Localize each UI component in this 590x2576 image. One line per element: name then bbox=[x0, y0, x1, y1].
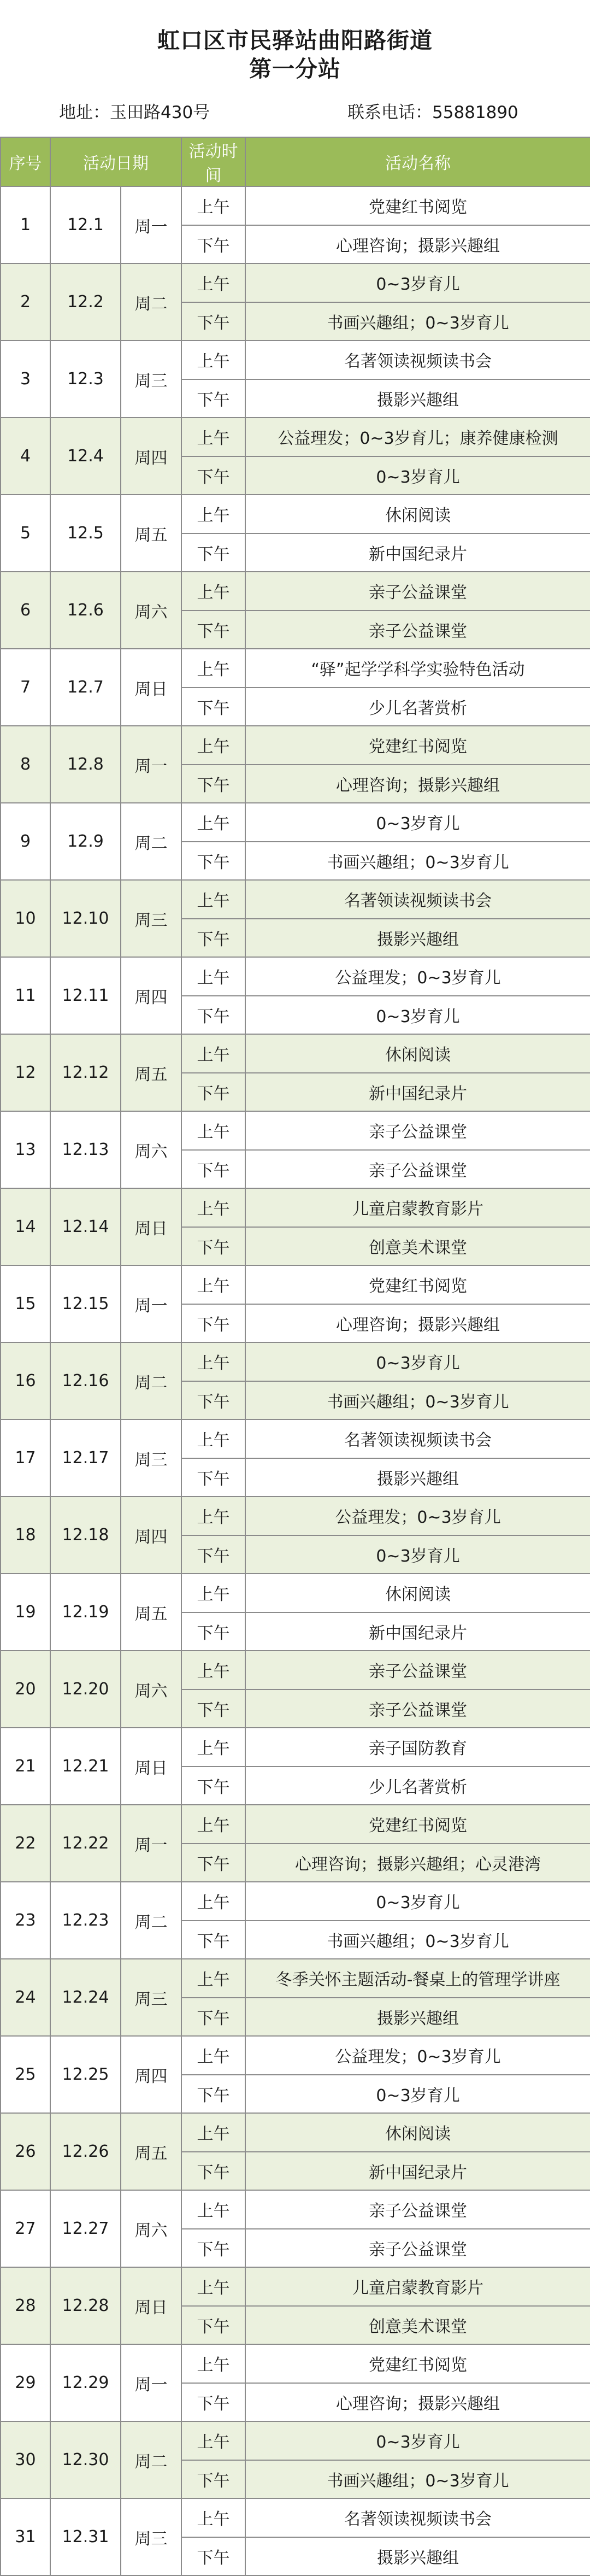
slot-am: 上午 bbox=[181, 2498, 245, 2537]
slot-am: 上午 bbox=[181, 1419, 245, 1458]
row-number: 17 bbox=[1, 1419, 50, 1497]
table-row bbox=[1, 2190, 590, 2229]
activity-pm: 创意美术课堂 bbox=[245, 2306, 590, 2345]
activity-am: 休闲阅读 bbox=[245, 1034, 590, 1073]
row-weekday: 周六 bbox=[121, 1651, 181, 1728]
table-row bbox=[1, 1882, 590, 1921]
activity-pm: 亲子公益课堂 bbox=[245, 611, 590, 649]
activity-am: 亲子公益课堂 bbox=[245, 572, 590, 611]
row-date: 12.4 bbox=[50, 418, 121, 495]
activity-am: 亲子国防教育 bbox=[245, 1728, 590, 1767]
row-date: 12.31 bbox=[50, 2498, 121, 2575]
row-weekday: 周一 bbox=[121, 1805, 181, 1882]
slot-pm: 下午 bbox=[181, 611, 245, 649]
row-date: 12.2 bbox=[50, 263, 121, 341]
page-header bbox=[0, 0, 590, 137]
activity-am: 亲子公益课堂 bbox=[245, 1111, 590, 1150]
row-weekday: 周日 bbox=[121, 2267, 181, 2344]
activity-am: 休闲阅读 bbox=[245, 495, 590, 533]
slot-am: 上午 bbox=[181, 1265, 245, 1304]
activity-pm: 摄影兴趣组 bbox=[245, 1458, 590, 1497]
slot-pm: 下午 bbox=[181, 2537, 245, 2576]
activity-am: 公益理发；0~3岁育儿 bbox=[245, 957, 590, 996]
row-weekday: 周日 bbox=[121, 1188, 181, 1265]
row-date: 12.21 bbox=[50, 1728, 121, 1805]
activity-am: 党建红书阅览 bbox=[245, 1805, 590, 1844]
slot-am: 上午 bbox=[181, 1188, 245, 1227]
row-weekday: 周五 bbox=[121, 1574, 181, 1651]
slot-am: 上午 bbox=[181, 1651, 245, 1689]
row-date: 12.11 bbox=[50, 957, 121, 1034]
table-row bbox=[1, 726, 590, 765]
row-number: 3 bbox=[1, 341, 50, 418]
schedule-table bbox=[0, 137, 590, 2576]
table-body bbox=[1, 186, 590, 2575]
slot-am: 上午 bbox=[181, 1034, 245, 1073]
slot-am: 上午 bbox=[181, 1805, 245, 1844]
row-weekday: 周六 bbox=[121, 2190, 181, 2267]
activity-pm: 少儿名著赏析 bbox=[245, 1767, 590, 1805]
row-weekday: 周五 bbox=[121, 2113, 181, 2190]
table-row bbox=[1, 1805, 590, 1844]
row-weekday: 周一 bbox=[121, 186, 181, 263]
activity-am: 公益理发；0~3岁育儿 bbox=[245, 2036, 590, 2075]
row-number: 18 bbox=[1, 1497, 50, 1574]
row-number: 25 bbox=[1, 2036, 50, 2113]
row-date: 12.30 bbox=[50, 2421, 121, 2498]
table-row bbox=[1, 1959, 590, 1998]
row-number: 27 bbox=[1, 2190, 50, 2267]
slot-pm: 下午 bbox=[181, 1535, 245, 1574]
row-date: 12.24 bbox=[50, 1959, 121, 2036]
slot-pm: 下午 bbox=[181, 765, 245, 803]
slot-pm: 下午 bbox=[181, 2460, 245, 2499]
row-weekday: 周三 bbox=[121, 341, 181, 418]
table-row bbox=[1, 1419, 590, 1458]
row-number: 16 bbox=[1, 1342, 50, 1419]
row-date: 12.20 bbox=[50, 1651, 121, 1728]
table-row bbox=[1, 418, 590, 456]
address-text: 地址：玉田路430号 bbox=[59, 103, 210, 122]
activity-pm: 心理咨询；摄影兴趣组 bbox=[245, 765, 590, 803]
activity-pm: 摄影兴趣组 bbox=[245, 919, 590, 958]
row-date: 12.28 bbox=[50, 2267, 121, 2344]
activity-pm: 书画兴趣组；0~3岁育儿 bbox=[245, 1381, 590, 1420]
activity-pm: 新中国纪录片 bbox=[245, 533, 590, 572]
slot-pm: 下午 bbox=[181, 1921, 245, 1959]
row-number: 5 bbox=[1, 495, 50, 572]
row-weekday: 周日 bbox=[121, 1728, 181, 1805]
slot-am: 上午 bbox=[181, 495, 245, 533]
row-weekday: 周四 bbox=[121, 957, 181, 1034]
slot-pm: 下午 bbox=[181, 2229, 245, 2268]
col-header-time: 活动时间 bbox=[181, 137, 245, 186]
activity-pm: 摄影兴趣组 bbox=[245, 1998, 590, 2037]
activity-am: “驿”起学学科学实验特色活动 bbox=[245, 649, 590, 688]
slot-pm: 下午 bbox=[181, 1304, 245, 1343]
row-number: 20 bbox=[1, 1651, 50, 1728]
slot-am: 上午 bbox=[181, 1959, 245, 1998]
row-number: 4 bbox=[1, 418, 50, 495]
activity-am: 党建红书阅览 bbox=[245, 726, 590, 765]
activity-pm: 心理咨询；摄影兴趣组 bbox=[245, 2383, 590, 2422]
row-number: 26 bbox=[1, 2113, 50, 2190]
activity-pm: 亲子公益课堂 bbox=[245, 1150, 590, 1189]
slot-am: 上午 bbox=[181, 1574, 245, 1612]
slot-pm: 下午 bbox=[181, 2306, 245, 2345]
activity-pm: 心理咨询；摄影兴趣组 bbox=[245, 1304, 590, 1343]
table-row bbox=[1, 1342, 590, 1381]
row-number: 11 bbox=[1, 957, 50, 1034]
row-weekday: 周二 bbox=[121, 263, 181, 341]
activity-am: 公益理发；0~3岁育儿；康养健康检测 bbox=[245, 418, 590, 456]
row-number: 1 bbox=[1, 186, 50, 263]
row-date: 12.5 bbox=[50, 495, 121, 572]
row-number: 19 bbox=[1, 1574, 50, 1651]
table-row bbox=[1, 2498, 590, 2537]
row-weekday: 周四 bbox=[121, 1497, 181, 1574]
row-number: 10 bbox=[1, 880, 50, 957]
slot-pm: 下午 bbox=[181, 533, 245, 572]
activity-pm: 0~3岁育儿 bbox=[245, 2075, 590, 2114]
slot-pm: 下午 bbox=[181, 2152, 245, 2191]
row-weekday: 周二 bbox=[121, 1342, 181, 1419]
row-weekday: 周五 bbox=[121, 495, 181, 572]
slot-am: 上午 bbox=[181, 957, 245, 996]
slot-am: 上午 bbox=[181, 1111, 245, 1150]
activity-am: 名著领读视频读书会 bbox=[245, 2498, 590, 2537]
slot-pm: 下午 bbox=[181, 1612, 245, 1651]
table-row bbox=[1, 2421, 590, 2460]
slot-am: 上午 bbox=[181, 803, 245, 842]
row-number: 8 bbox=[1, 726, 50, 803]
slot-am: 上午 bbox=[181, 726, 245, 765]
row-weekday: 周四 bbox=[121, 2036, 181, 2113]
table-row bbox=[1, 572, 590, 611]
row-date: 12.25 bbox=[50, 2036, 121, 2113]
activity-pm: 亲子公益课堂 bbox=[245, 2229, 590, 2268]
slot-am: 上午 bbox=[181, 263, 245, 302]
table-row bbox=[1, 495, 590, 533]
row-weekday: 周六 bbox=[121, 572, 181, 649]
table-row bbox=[1, 1188, 590, 1227]
row-number: 7 bbox=[1, 649, 50, 726]
row-weekday: 周二 bbox=[121, 2421, 181, 2498]
table-row bbox=[1, 803, 590, 842]
slot-pm: 下午 bbox=[181, 1381, 245, 1420]
slot-pm: 下午 bbox=[181, 225, 245, 264]
activity-am: 名著领读视频读书会 bbox=[245, 341, 590, 379]
row-weekday: 周一 bbox=[121, 2344, 181, 2421]
table-row bbox=[1, 649, 590, 688]
activity-am: 0~3岁育儿 bbox=[245, 263, 590, 302]
activity-am: 党建红书阅览 bbox=[245, 2344, 590, 2383]
slot-am: 上午 bbox=[181, 1882, 245, 1921]
slot-pm: 下午 bbox=[181, 456, 245, 495]
activity-pm: 0~3岁育儿 bbox=[245, 456, 590, 495]
slot-pm: 下午 bbox=[181, 688, 245, 726]
table-row bbox=[1, 957, 590, 996]
slot-am: 上午 bbox=[181, 1728, 245, 1767]
row-date: 12.10 bbox=[50, 880, 121, 957]
activity-am: 名著领读视频读书会 bbox=[245, 1419, 590, 1458]
row-date: 12.16 bbox=[50, 1342, 121, 1419]
slot-pm: 下午 bbox=[181, 1073, 245, 1112]
slot-pm: 下午 bbox=[181, 2075, 245, 2114]
slot-pm: 下午 bbox=[181, 842, 245, 881]
row-date: 12.19 bbox=[50, 1574, 121, 1651]
slot-pm: 下午 bbox=[181, 1689, 245, 1728]
slot-pm: 下午 bbox=[181, 1150, 245, 1189]
page-subtitle: 第一分站 bbox=[249, 56, 341, 82]
row-number: 15 bbox=[1, 1265, 50, 1342]
slot-am: 上午 bbox=[181, 880, 245, 919]
table-header bbox=[1, 137, 590, 186]
table-row bbox=[1, 341, 590, 379]
slot-pm: 下午 bbox=[181, 919, 245, 958]
slot-pm: 下午 bbox=[181, 996, 245, 1035]
row-date: 12.22 bbox=[50, 1805, 121, 1882]
row-weekday: 周日 bbox=[121, 649, 181, 726]
slot-pm: 下午 bbox=[181, 302, 245, 341]
row-date: 12.9 bbox=[50, 803, 121, 880]
activity-am: 0~3岁育儿 bbox=[245, 1882, 590, 1921]
row-weekday: 周二 bbox=[121, 1882, 181, 1959]
table-row bbox=[1, 1497, 590, 1535]
row-date: 12.3 bbox=[50, 341, 121, 418]
slot-am: 上午 bbox=[181, 341, 245, 379]
activity-am: 党建红书阅览 bbox=[245, 1265, 590, 1304]
slot-am: 上午 bbox=[181, 1497, 245, 1535]
activity-pm: 心理咨询；摄影兴趣组；心灵港湾 bbox=[245, 1844, 590, 1882]
row-weekday: 周一 bbox=[121, 726, 181, 803]
row-weekday: 周三 bbox=[121, 880, 181, 957]
row-weekday: 周三 bbox=[121, 1419, 181, 1497]
row-weekday: 周三 bbox=[121, 1959, 181, 2036]
slot-pm: 下午 bbox=[181, 1767, 245, 1805]
row-number: 9 bbox=[1, 803, 50, 880]
row-weekday: 周二 bbox=[121, 803, 181, 880]
row-weekday: 周五 bbox=[121, 1034, 181, 1111]
slot-pm: 下午 bbox=[181, 1227, 245, 1266]
activity-pm: 摄影兴趣组 bbox=[245, 379, 590, 418]
activity-pm: 新中国纪录片 bbox=[245, 1073, 590, 1112]
col-header-activity: 活动名称 bbox=[245, 137, 590, 186]
activity-am: 休闲阅读 bbox=[245, 1574, 590, 1612]
row-weekday: 周一 bbox=[121, 1265, 181, 1342]
row-weekday: 周四 bbox=[121, 418, 181, 495]
phone-text: 联系电话：55881890 bbox=[347, 103, 518, 122]
row-date: 12.7 bbox=[50, 649, 121, 726]
table-row bbox=[1, 880, 590, 919]
activity-am: 公益理发；0~3岁育儿 bbox=[245, 1497, 590, 1535]
col-header-date: 活动日期 bbox=[50, 137, 181, 186]
activity-am: 0~3岁育儿 bbox=[245, 1342, 590, 1381]
activity-pm: 摄影兴趣组 bbox=[245, 2537, 590, 2576]
slot-am: 上午 bbox=[181, 2036, 245, 2075]
slot-am: 上午 bbox=[181, 2344, 245, 2383]
row-number: 28 bbox=[1, 2267, 50, 2344]
table-row bbox=[1, 2036, 590, 2075]
row-number: 13 bbox=[1, 1111, 50, 1188]
page-title: 虹口区市民驿站曲阳路街道 bbox=[157, 27, 433, 54]
row-date: 12.29 bbox=[50, 2344, 121, 2421]
row-date: 12.6 bbox=[50, 572, 121, 649]
table-row bbox=[1, 263, 590, 302]
row-date: 12.27 bbox=[50, 2190, 121, 2267]
activity-am: 儿童启蒙教育影片 bbox=[245, 2267, 590, 2306]
row-number: 30 bbox=[1, 2421, 50, 2498]
slot-pm: 下午 bbox=[181, 1458, 245, 1497]
activity-am: 名著领读视频读书会 bbox=[245, 880, 590, 919]
row-number: 2 bbox=[1, 263, 50, 341]
activity-pm: 0~3岁育儿 bbox=[245, 1535, 590, 1574]
slot-am: 上午 bbox=[181, 2267, 245, 2306]
table-row bbox=[1, 1574, 590, 1612]
table-row bbox=[1, 2267, 590, 2306]
row-date: 12.14 bbox=[50, 1188, 121, 1265]
activity-pm: 书画兴趣组；0~3岁育儿 bbox=[245, 302, 590, 341]
slot-am: 上午 bbox=[181, 2113, 245, 2152]
slot-am: 上午 bbox=[181, 186, 245, 225]
slot-am: 上午 bbox=[181, 1342, 245, 1381]
activity-pm: 0~3岁育儿 bbox=[245, 996, 590, 1035]
row-date: 12.12 bbox=[50, 1034, 121, 1111]
activity-am: 党建红书阅览 bbox=[245, 186, 590, 225]
slot-pm: 下午 bbox=[181, 2383, 245, 2422]
activity-pm: 书画兴趣组；0~3岁育儿 bbox=[245, 1921, 590, 1959]
activity-am: 0~3岁育儿 bbox=[245, 2421, 590, 2460]
row-date: 12.26 bbox=[50, 2113, 121, 2190]
table-row bbox=[1, 1265, 590, 1304]
activity-am: 亲子公益课堂 bbox=[245, 2190, 590, 2229]
slot-am: 上午 bbox=[181, 418, 245, 456]
activity-pm: 书画兴趣组；0~3岁育儿 bbox=[245, 2460, 590, 2499]
activity-am: 儿童启蒙教育影片 bbox=[245, 1188, 590, 1227]
slot-pm: 下午 bbox=[181, 1844, 245, 1882]
col-header-no: 序号 bbox=[1, 137, 50, 186]
activity-pm: 少儿名著赏析 bbox=[245, 688, 590, 726]
table-row bbox=[1, 2344, 590, 2383]
activity-pm: 新中国纪录片 bbox=[245, 2152, 590, 2191]
row-date: 12.23 bbox=[50, 1882, 121, 1959]
slot-am: 上午 bbox=[181, 2421, 245, 2460]
slot-pm: 下午 bbox=[181, 379, 245, 418]
slot-am: 上午 bbox=[181, 649, 245, 688]
activity-am: 亲子公益课堂 bbox=[245, 1651, 590, 1689]
row-date: 12.1 bbox=[50, 186, 121, 263]
row-number: 22 bbox=[1, 1805, 50, 1882]
activity-pm: 新中国纪录片 bbox=[245, 1612, 590, 1651]
row-date: 12.15 bbox=[50, 1265, 121, 1342]
row-number: 14 bbox=[1, 1188, 50, 1265]
table-row bbox=[1, 1034, 590, 1073]
slot-am: 上午 bbox=[181, 572, 245, 611]
activity-pm: 心理咨询；摄影兴趣组 bbox=[245, 225, 590, 264]
row-number: 21 bbox=[1, 1728, 50, 1805]
table-row bbox=[1, 1111, 590, 1150]
table-row bbox=[1, 1728, 590, 1767]
row-number: 31 bbox=[1, 2498, 50, 2575]
activity-pm: 亲子公益课堂 bbox=[245, 1689, 590, 1728]
table-row bbox=[1, 2113, 590, 2152]
row-date: 12.8 bbox=[50, 726, 121, 803]
row-date: 12.13 bbox=[50, 1111, 121, 1188]
table-row bbox=[1, 1651, 590, 1689]
activity-pm: 书画兴趣组；0~3岁育儿 bbox=[245, 842, 590, 881]
row-number: 23 bbox=[1, 1882, 50, 1959]
row-number: 12 bbox=[1, 1034, 50, 1111]
activity-am: 0~3岁育儿 bbox=[245, 803, 590, 842]
slot-pm: 下午 bbox=[181, 1998, 245, 2037]
table-row bbox=[1, 186, 590, 225]
row-number: 29 bbox=[1, 2344, 50, 2421]
row-weekday: 周六 bbox=[121, 1111, 181, 1188]
row-weekday: 周三 bbox=[121, 2498, 181, 2575]
activity-pm: 创意美术课堂 bbox=[245, 1227, 590, 1266]
row-number: 6 bbox=[1, 572, 50, 649]
row-date: 12.18 bbox=[50, 1497, 121, 1574]
slot-am: 上午 bbox=[181, 2190, 245, 2229]
activity-am: 冬季关怀主题活动-餐桌上的管理学讲座 bbox=[245, 1959, 590, 1998]
activity-am: 休闲阅读 bbox=[245, 2113, 590, 2152]
row-number: 24 bbox=[1, 1959, 50, 2036]
row-date: 12.17 bbox=[50, 1419, 121, 1497]
